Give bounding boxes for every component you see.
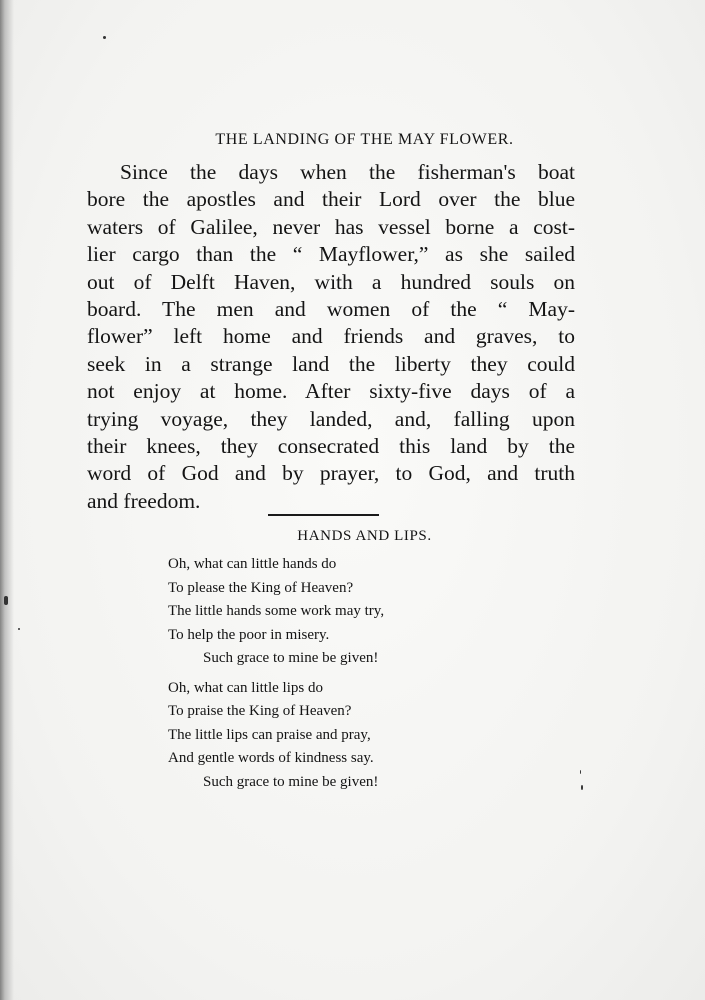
poem-line: Oh, what can little lips do	[168, 679, 323, 696]
page-speck	[4, 596, 8, 605]
article-line: their knees, they consecrated this land by the	[87, 434, 575, 459]
poem-line: To help the poor in misery.	[168, 626, 330, 643]
article-line: not enjoy at home. After sixty-five days of a	[87, 379, 575, 404]
poem-stanza	[168, 553, 478, 671]
article-line: board. The men and women of the “ May-	[87, 297, 575, 322]
article-line: lier cargo than the “ Mayflower,” as she sailed	[87, 242, 575, 267]
poem-line: To praise the King of Heaven?	[168, 703, 352, 719]
article-line: out of Delft Haven, with a hundred souls on	[87, 269, 575, 294]
article-line: bore the apostles and their Lord over the blue	[87, 187, 575, 212]
page-speck	[580, 770, 581, 774]
poem-line: Oh, what can little hands do	[168, 556, 337, 572]
binding-edge-shadow	[0, 0, 14, 1000]
article-line: trying voyage, they landed, and, falling upon	[87, 406, 575, 431]
page-speck	[18, 628, 20, 630]
poem-body	[168, 553, 478, 794]
poem-line: The little hands some work may try,	[168, 603, 385, 619]
section-divider	[268, 514, 379, 516]
poem-line: And gentle words of kindness say.	[168, 750, 374, 766]
page-speck	[581, 785, 583, 790]
article-title: THE LANDING OF THE MAY FLOWER.	[215, 131, 514, 148]
poem-line: To please the King of Heaven?	[168, 579, 354, 596]
poem-title: HANDS AND LIPS.	[297, 528, 432, 544]
article-line: waters of Galilee, never has vessel borne a cost-	[87, 214, 575, 239]
poem-stanza	[168, 677, 478, 795]
page-speck	[103, 36, 106, 39]
poem-line: Such grace to mine be given!	[203, 773, 379, 790]
article-line: flower” left home and friends and graves, to	[87, 324, 575, 349]
article-body	[87, 159, 575, 515]
poem-line: The little lips can praise and pray,	[168, 726, 371, 743]
poem-line: Such grace to mine be given!	[203, 650, 379, 666]
article-line: and freedom.	[87, 488, 201, 513]
article-line: seek in a strange land the liberty they could	[87, 351, 575, 376]
article-line: Since the days when the fisherman's boat	[120, 160, 575, 184]
article-line: word of God and by prayer, to God, and truth	[87, 461, 575, 486]
